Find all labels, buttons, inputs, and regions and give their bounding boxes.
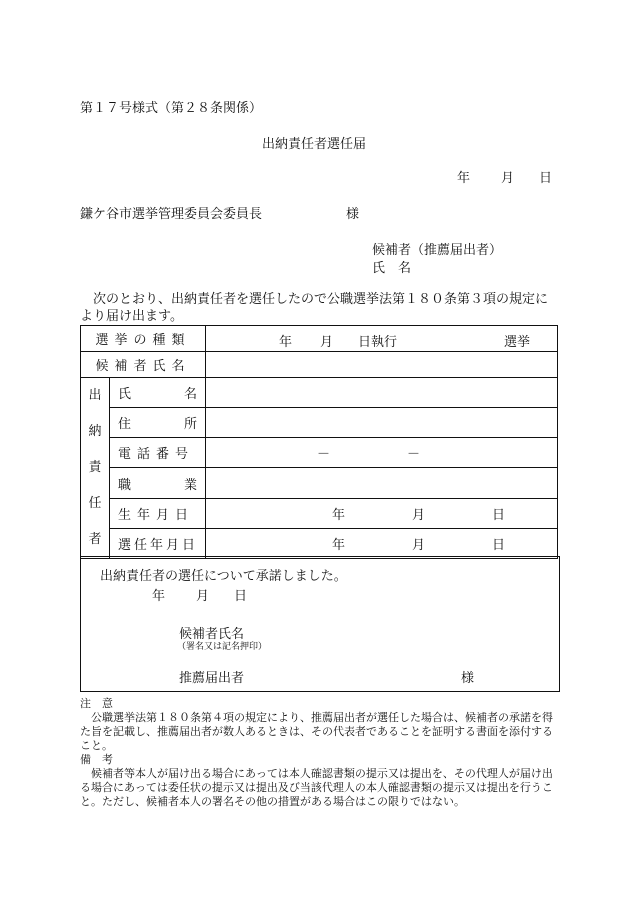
remarks-heading: 備 考 (80, 753, 113, 766)
addressee-honorific: 様 (346, 207, 360, 222)
treasurer-char-4: 任 (88, 496, 102, 511)
candidate-name-label: 候補者氏名 (81, 352, 206, 378)
table-row-phone (81, 438, 558, 468)
addressee-name: 鎌ケ谷市選挙管理委員会委員長 (80, 207, 263, 222)
appointment-year: 年 (332, 537, 346, 553)
table-row-name (81, 378, 558, 408)
table-row-appointment-date (81, 528, 558, 558)
phone-label: 電話番号 (110, 438, 206, 468)
consent-day: 日 (234, 589, 248, 604)
body-text: 次のとおり、出納責任者を選任したので公職選挙法第１８０条第３項の規定により届け出ます。 (80, 292, 549, 324)
treasurer-table (80, 325, 558, 559)
form-number: 第１７号様式（第２８条関係） (80, 101, 263, 116)
candidate-name-value (206, 352, 558, 378)
election-day-exec: 日執行 (358, 335, 398, 350)
name-value (206, 378, 558, 408)
signature-note: （署名又は記名押印） (177, 642, 268, 652)
election-year: 年 (279, 335, 293, 350)
date-month: 月 (501, 171, 515, 186)
table-row-address (81, 408, 558, 438)
election-suffix: 選挙 (504, 335, 531, 350)
treasurer-char-2: 納 (88, 424, 102, 439)
treasurer-label (81, 378, 110, 559)
phone-sep-1: － (317, 447, 331, 463)
appointment-date-value (206, 528, 558, 558)
address-label: 住 所 (110, 408, 206, 438)
appointment-month: 月 (412, 537, 426, 553)
treasurer-char-5: 者 (88, 532, 102, 547)
birth-day: 日 (492, 507, 506, 523)
birth-month: 月 (412, 507, 426, 523)
document-title: 出納責任者選任届 (262, 137, 367, 152)
caution-heading: 注 意 (80, 697, 113, 710)
birth-date-value (206, 498, 558, 528)
phone-sep-2: － (407, 447, 421, 463)
date-year: 年 (457, 171, 471, 186)
table-row-candidate-name (81, 352, 558, 378)
consent-box (80, 556, 560, 692)
treasurer-char-1: 出 (88, 388, 102, 403)
table-row-occupation (81, 468, 558, 498)
appointment-day: 日 (492, 537, 506, 553)
occupation-value (206, 468, 558, 498)
consent-month: 月 (196, 589, 210, 604)
consent-statement: 出納責任者の選任について承諾しました。 (100, 569, 347, 584)
table-row-election-type (81, 326, 558, 352)
notes (80, 697, 558, 809)
election-month: 月 (320, 335, 334, 350)
nominator-label: 推薦届出者 (179, 671, 245, 686)
phone-value (206, 438, 558, 468)
election-type-value (206, 326, 558, 352)
appointment-date-label: 選任年月日 (110, 528, 206, 558)
consent-year: 年 (152, 589, 166, 604)
date-day: 日 (539, 171, 553, 186)
name-label: 氏 名 (110, 378, 206, 408)
occupation-label: 職 業 (110, 468, 206, 498)
address-value (206, 408, 558, 438)
applicant-role: 候補者（推薦届出者） (372, 243, 503, 258)
table-row-birth-date (81, 498, 558, 528)
consent-candidate-name-label: 候補者氏名 (179, 627, 245, 642)
applicant-name-label: 氏 名 (372, 261, 412, 276)
remarks-text: 候補者等本人が届け出る場合にあっては本人確認書類の提示又は提出を、その代理人が届け出る場合にあっては委任状の提示又は提出及び当該代理人の本人確認書類の提示又は提出を行うこと。ただし、候補者本人の署名その他の措置がある場合はこの限りではない。 (80, 767, 553, 808)
caution-text: 公職選挙法第１８０条第４項の規定により、推薦届出者が選任した場合は、候補者の承諾を得た旨を記載し、推薦届出者が数人あるときは、その代表者であることを証明する書面を添付すること。 (80, 711, 553, 752)
election-type-label: 選挙の種類 (81, 326, 206, 352)
birth-year: 年 (332, 507, 346, 523)
consent-honorific: 様 (461, 671, 475, 686)
treasurer-char-3: 責 (88, 460, 102, 475)
birth-date-label: 生年月日 (110, 498, 206, 528)
